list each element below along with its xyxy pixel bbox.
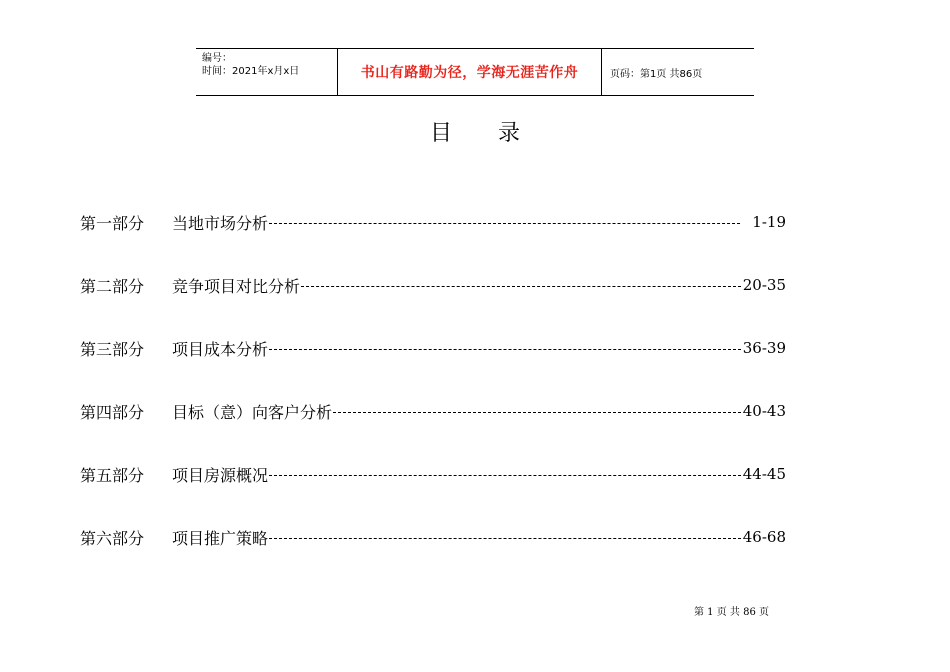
toc-entry[interactable] bbox=[80, 336, 786, 360]
toc-part-label: 第二部分 bbox=[80, 276, 145, 296]
time-label: 时间：2021年x月x日 bbox=[202, 66, 300, 77]
header-info-cell bbox=[196, 49, 338, 95]
number-label: 编号： bbox=[202, 53, 232, 64]
toc-title: 当地市场分析 bbox=[172, 213, 269, 233]
toc-page-range: 20-35 bbox=[742, 276, 786, 294]
toc-page-range: 46-68 bbox=[742, 528, 786, 546]
toc-title: 项目房源概况 bbox=[172, 465, 269, 485]
toc-leader-line bbox=[269, 475, 741, 476]
toc-leader-line bbox=[333, 412, 741, 413]
toc-title: 项目推广策略 bbox=[172, 528, 269, 548]
title-char-2: 录 bbox=[498, 121, 521, 146]
motto-text: 书山有路勤为径，学海无涯苦作舟 bbox=[360, 65, 579, 81]
toc-page-range: 40-43 bbox=[742, 402, 786, 420]
title-char-1: 目 bbox=[429, 121, 452, 146]
header-motto-cell bbox=[338, 49, 602, 95]
toc-leader-line bbox=[269, 349, 741, 350]
toc-part-label: 第四部分 bbox=[80, 402, 145, 422]
header-page-cell bbox=[602, 49, 754, 95]
toc-title: 项目成本分析 bbox=[172, 339, 269, 359]
toc-leader-line bbox=[269, 538, 741, 539]
toc-part-label: 第六部分 bbox=[80, 528, 145, 548]
toc-part-label: 第一部分 bbox=[80, 213, 145, 233]
toc-entry[interactable] bbox=[80, 399, 786, 423]
toc-title: 目标（意）向客户分析 bbox=[172, 402, 333, 422]
toc-entry[interactable] bbox=[80, 525, 786, 549]
toc-leader-line bbox=[269, 223, 740, 224]
toc-title: 竞争项目对比分析 bbox=[172, 276, 301, 296]
toc-part-label: 第三部分 bbox=[80, 339, 145, 359]
toc-page-range: 1-19 bbox=[752, 213, 786, 231]
page-footer: 第 1 页 共 86 页 bbox=[694, 607, 769, 618]
toc-page-range: 44-45 bbox=[742, 465, 786, 483]
page-title bbox=[0, 116, 950, 147]
page-code: 页码：第1页 共86页 bbox=[610, 68, 703, 80]
toc-part-label: 第五部分 bbox=[80, 465, 145, 485]
document-header bbox=[196, 48, 754, 96]
toc-entry[interactable] bbox=[80, 462, 786, 486]
toc-entry[interactable] bbox=[80, 273, 786, 297]
toc-leader-line bbox=[301, 286, 741, 287]
toc-page-range: 36-39 bbox=[742, 339, 786, 357]
toc-entry[interactable] bbox=[80, 210, 786, 234]
